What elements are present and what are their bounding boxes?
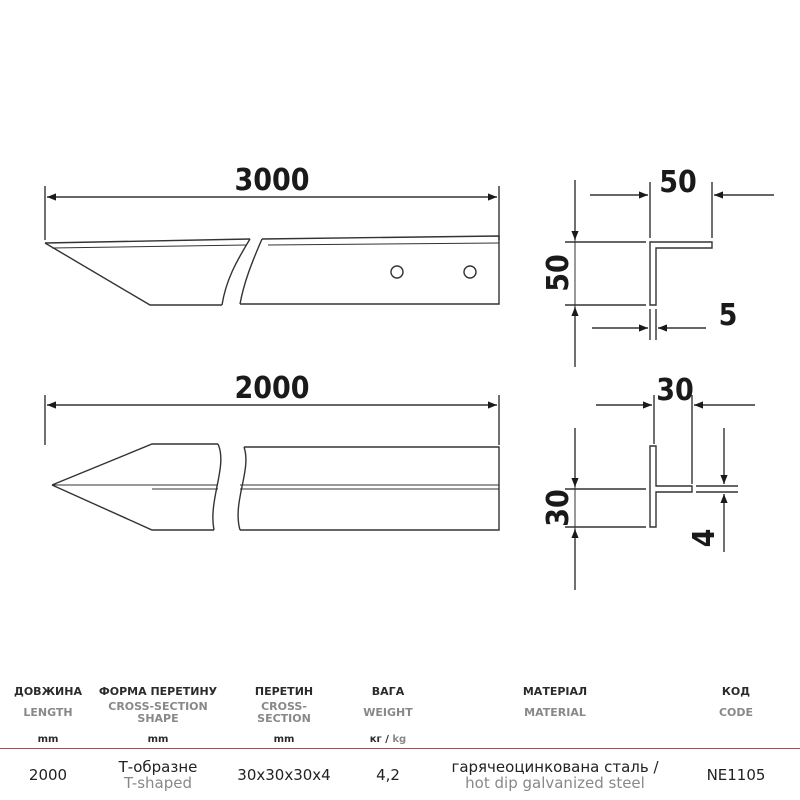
table-divider [0,748,800,749]
weight-unit-sep: / [381,734,393,745]
t-bar-side-view [45,395,499,530]
t-cross-section [565,395,755,590]
angle-cross-section [565,180,774,367]
section-header-ua: ПЕРЕТИН [254,685,314,698]
col-material [430,680,680,800]
section-unit: mm [273,734,295,745]
angle-thickness-5: 5 [718,298,738,333]
col-code [690,680,782,800]
shape-value-en: T-shaped [124,774,192,792]
material-header-en: MATERIAL [524,706,586,719]
weight-unit-en: kg [392,734,407,745]
angle-width-50: 50 [659,165,697,200]
weight-value: 4,2 [376,766,400,784]
length-header-en: LENGTH [23,706,73,719]
t-height-30: 30 [541,489,576,527]
col-shape [96,680,220,800]
material-value-ua: гарячеоцинкована сталь / [451,758,659,776]
col-section [232,680,336,800]
code-value: NE1105 [706,766,766,784]
angle-bar-side-view [45,186,499,305]
weight-header-en: WEIGHT [363,706,413,719]
length-unit: mm [37,734,59,745]
material-value-en: hot dip galvanized steel [465,774,645,792]
t-thickness-4: 4 [687,528,722,548]
col-length [0,680,96,800]
shape-header-ua: ФОРМА ПЕРЕТИНУ [98,685,218,698]
length-value: 2000 [28,766,68,784]
code-header-ua: КОД [721,685,751,698]
length-header-ua: ДОВЖИНА [14,685,82,698]
length-dim-3000: 3000 [234,163,310,198]
weight-header-ua: ВАГА [371,685,405,698]
shape-unit: mm [147,734,169,745]
col-weight [346,680,430,800]
code-header-en: CODE [718,706,754,719]
shape-header-en: CROSS-SECTION SHAPE [108,700,208,725]
spec-table [0,680,800,800]
t-width-30: 30 [656,373,694,408]
angle-height-50: 50 [541,254,576,292]
material-header-ua: МАТЕРІАЛ [522,685,588,698]
section-value: 30x30x30x4 [237,766,331,784]
weight-unit-ua: кг [369,734,382,745]
shape-value-ua: Т-образне [118,758,198,776]
length-dim-2000: 2000 [234,371,310,406]
section-header-en: CROSS-SECTION [257,700,311,725]
weight-unit [346,734,430,745]
